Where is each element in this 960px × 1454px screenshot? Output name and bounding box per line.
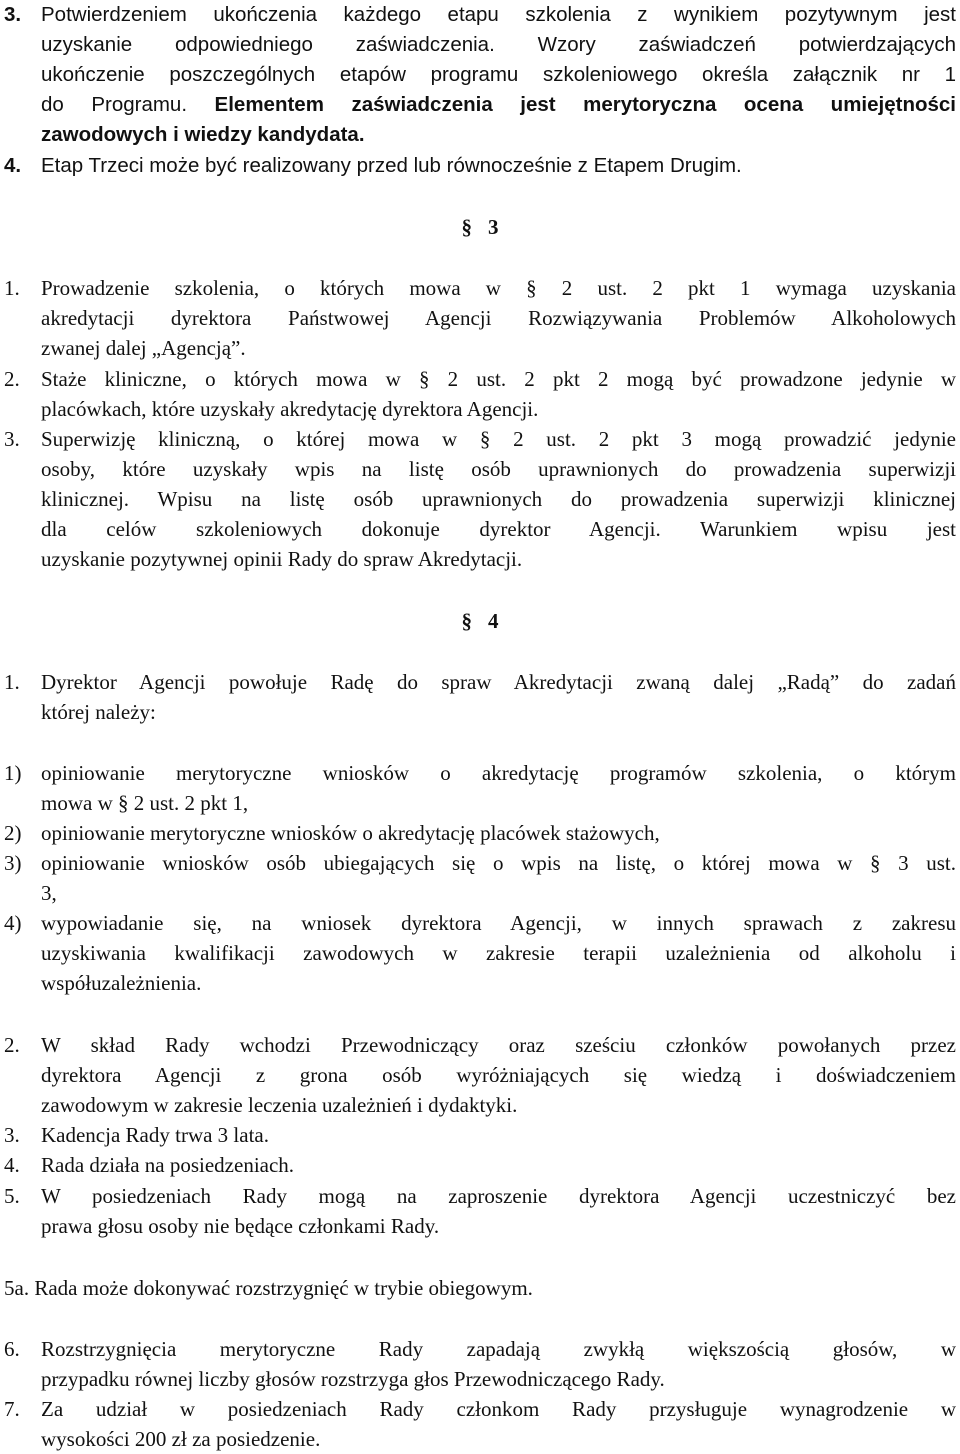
paragraph-line: uzyskanie odpowiedniego zaświadczenia. Wzory zaświadczeń potwierdzających	[41, 33, 956, 56]
paragraph-line: Prowadzenie szkolenia, o których mowa w § 2 ust. 2 pkt 1 wymaga uzyskania	[41, 276, 956, 300]
paragraph-line: dla celów szkoleniowych dokonuje dyrektor Agencji. Warunkiem wpisu jest	[41, 517, 956, 541]
paragraph-line: zawodowym w zakresie leczenia uzależnień i dydaktyki.	[41, 1093, 518, 1117]
paragraph-line: 3,	[41, 881, 57, 905]
paragraph-line: prawa głosu osoby nie będące członkami Rady.	[41, 1214, 440, 1238]
paragraph-line: przypadku równej liczby głosów rozstrzyga głos Przewodniczącego Rady.	[41, 1367, 665, 1391]
list-number: 1)	[4, 761, 22, 785]
paragraph-line: W skład Rady wchodzi Przewodniczący oraz sześciu członków powołanych przez	[41, 1033, 956, 1057]
item-number: 5.	[4, 1184, 20, 1208]
paragraph-line: Potwierdzeniem ukończenia każdego etapu szkolenia z wynikiem pozytywnym jest	[41, 3, 956, 26]
paragraph-line: zwanej dalej „Agencją”.	[41, 336, 246, 360]
paragraph-line: Dyrektor Agencji powołuje Radę do spraw Akredytacji zwaną dalej „Radą” do zadań	[41, 670, 956, 694]
paragraph-line: opiniowanie merytoryczne wniosków o akredytację programów szkolenia, o którym	[41, 761, 956, 785]
item-number: 4.	[4, 1153, 20, 1177]
paragraph-line: opiniowanie wniosków osób ubiegających się o wpis na listę, o której mowa w § 3 ust.	[41, 851, 956, 875]
paragraph-4-5a	[4, 1273, 956, 1303]
section-number: 3	[488, 215, 499, 239]
paragraph-line: mowa w § 2 ust. 2 pkt 1,	[41, 791, 249, 815]
list-number: 2)	[4, 821, 22, 845]
paragraph-line: Rozstrzygnięcia merytoryczne Rady zapadają zwykłą większością głosów, w	[41, 1337, 956, 1361]
paragraph-line: dyrektora Agencji z grona osób wyróżniających się wiedzą i doświadczeniem	[41, 1063, 956, 1087]
paragraph-line: Etap Trzeci może być realizowany przed lub równocześnie z Etapem Drugim.	[41, 154, 742, 177]
paragraph-line: placówkach, które uzyskały akredytację dyrektora Agencji.	[41, 397, 539, 421]
section-sign: §	[461, 609, 472, 633]
paragraph-line: 5a. Rada może dokonywać rozstrzygnięć w trybie obiegowym.	[4, 1276, 533, 1300]
paragraph-line: Staże kliniczne, o których mowa w § 2 ust. 2 pkt 2 mogą być prowadzone jedynie w	[41, 367, 956, 391]
paragraph-line: Rada działa na posiedzeniach.	[41, 1153, 295, 1177]
item-number: 2.	[4, 1033, 20, 1057]
paragraph-line: klinicznej. Wpisu na listę osób uprawnionych do prowadzenia superwizji klinicznej	[41, 487, 956, 511]
paragraph-line: osoby, które uzyskały wpis na listę osób uprawnionych do prowadzenia superwizji	[41, 457, 956, 481]
item-number: 1.	[4, 670, 20, 694]
paragraph-line: zawodowych i wiedzy kandydata.	[41, 123, 365, 146]
paragraph-line: akredytacji dyrektora Państwowej Agencji Rozwiązywania Problemów Alkoholowych	[41, 306, 956, 330]
section-number: 4	[488, 609, 499, 633]
item-number: 4.	[4, 154, 22, 177]
section-sign: §	[461, 215, 472, 239]
bold-text: Elementem zaświadczenia jest merytoryczna ocena umiejętności	[214, 93, 956, 116]
item-number: 6.	[4, 1337, 20, 1361]
item-number: 3.	[4, 427, 20, 451]
item-number: 3.	[4, 3, 22, 26]
section-heading-4	[0, 606, 960, 636]
list-number: 3)	[4, 851, 22, 875]
paragraph-line: współuzależnienia.	[41, 971, 202, 995]
paragraph-line: Kadencja Rady trwa 3 lata.	[41, 1123, 269, 1147]
paragraph-line: wysokości 200 zł za posiedzenie.	[41, 1427, 321, 1451]
section-heading-3	[0, 212, 960, 242]
paragraph-line: wypowiadanie się, na wniosek dyrektora Agencji, w innych sprawach z zakresu	[41, 911, 956, 935]
item-number: 7.	[4, 1397, 20, 1421]
paragraph-line: W posiedzeniach Rady mogą na zaproszenie dyrektora Agencji uczestniczyć bez	[41, 1184, 956, 1208]
paragraph-line	[41, 90, 956, 120]
item-number: 2.	[4, 367, 20, 391]
paragraph-line: Za udział w posiedzeniach Rady członkom Rady przysługuje wynagrodzenie w	[41, 1397, 956, 1421]
list-number: 4)	[4, 911, 22, 935]
paragraph-line: Superwizję kliniczną, o której mowa w § 2 ust. 2 pkt 3 mogą prowadzić jedynie	[41, 427, 956, 451]
item-number: 3.	[4, 1123, 20, 1147]
paragraph-line: opiniowanie merytoryczne wniosków o akredytację placówek stażowych,	[41, 821, 660, 845]
item-number: 1.	[4, 276, 20, 300]
paragraph-line: której należy:	[41, 700, 156, 724]
paragraph-line: ukończenie poszczególnych etapów programu szkoleniowego określa załącznik nr 1	[41, 63, 956, 86]
paragraph-line: uzyskiwania kwalifikacji zawodowych w zakresie terapii uzależnienia od alkoholu i	[41, 941, 956, 965]
paragraph-line: uzyskanie pozytywnej opinii Rady do spraw Akredytacji.	[41, 547, 523, 571]
plain-text: do Programu.	[41, 93, 215, 116]
